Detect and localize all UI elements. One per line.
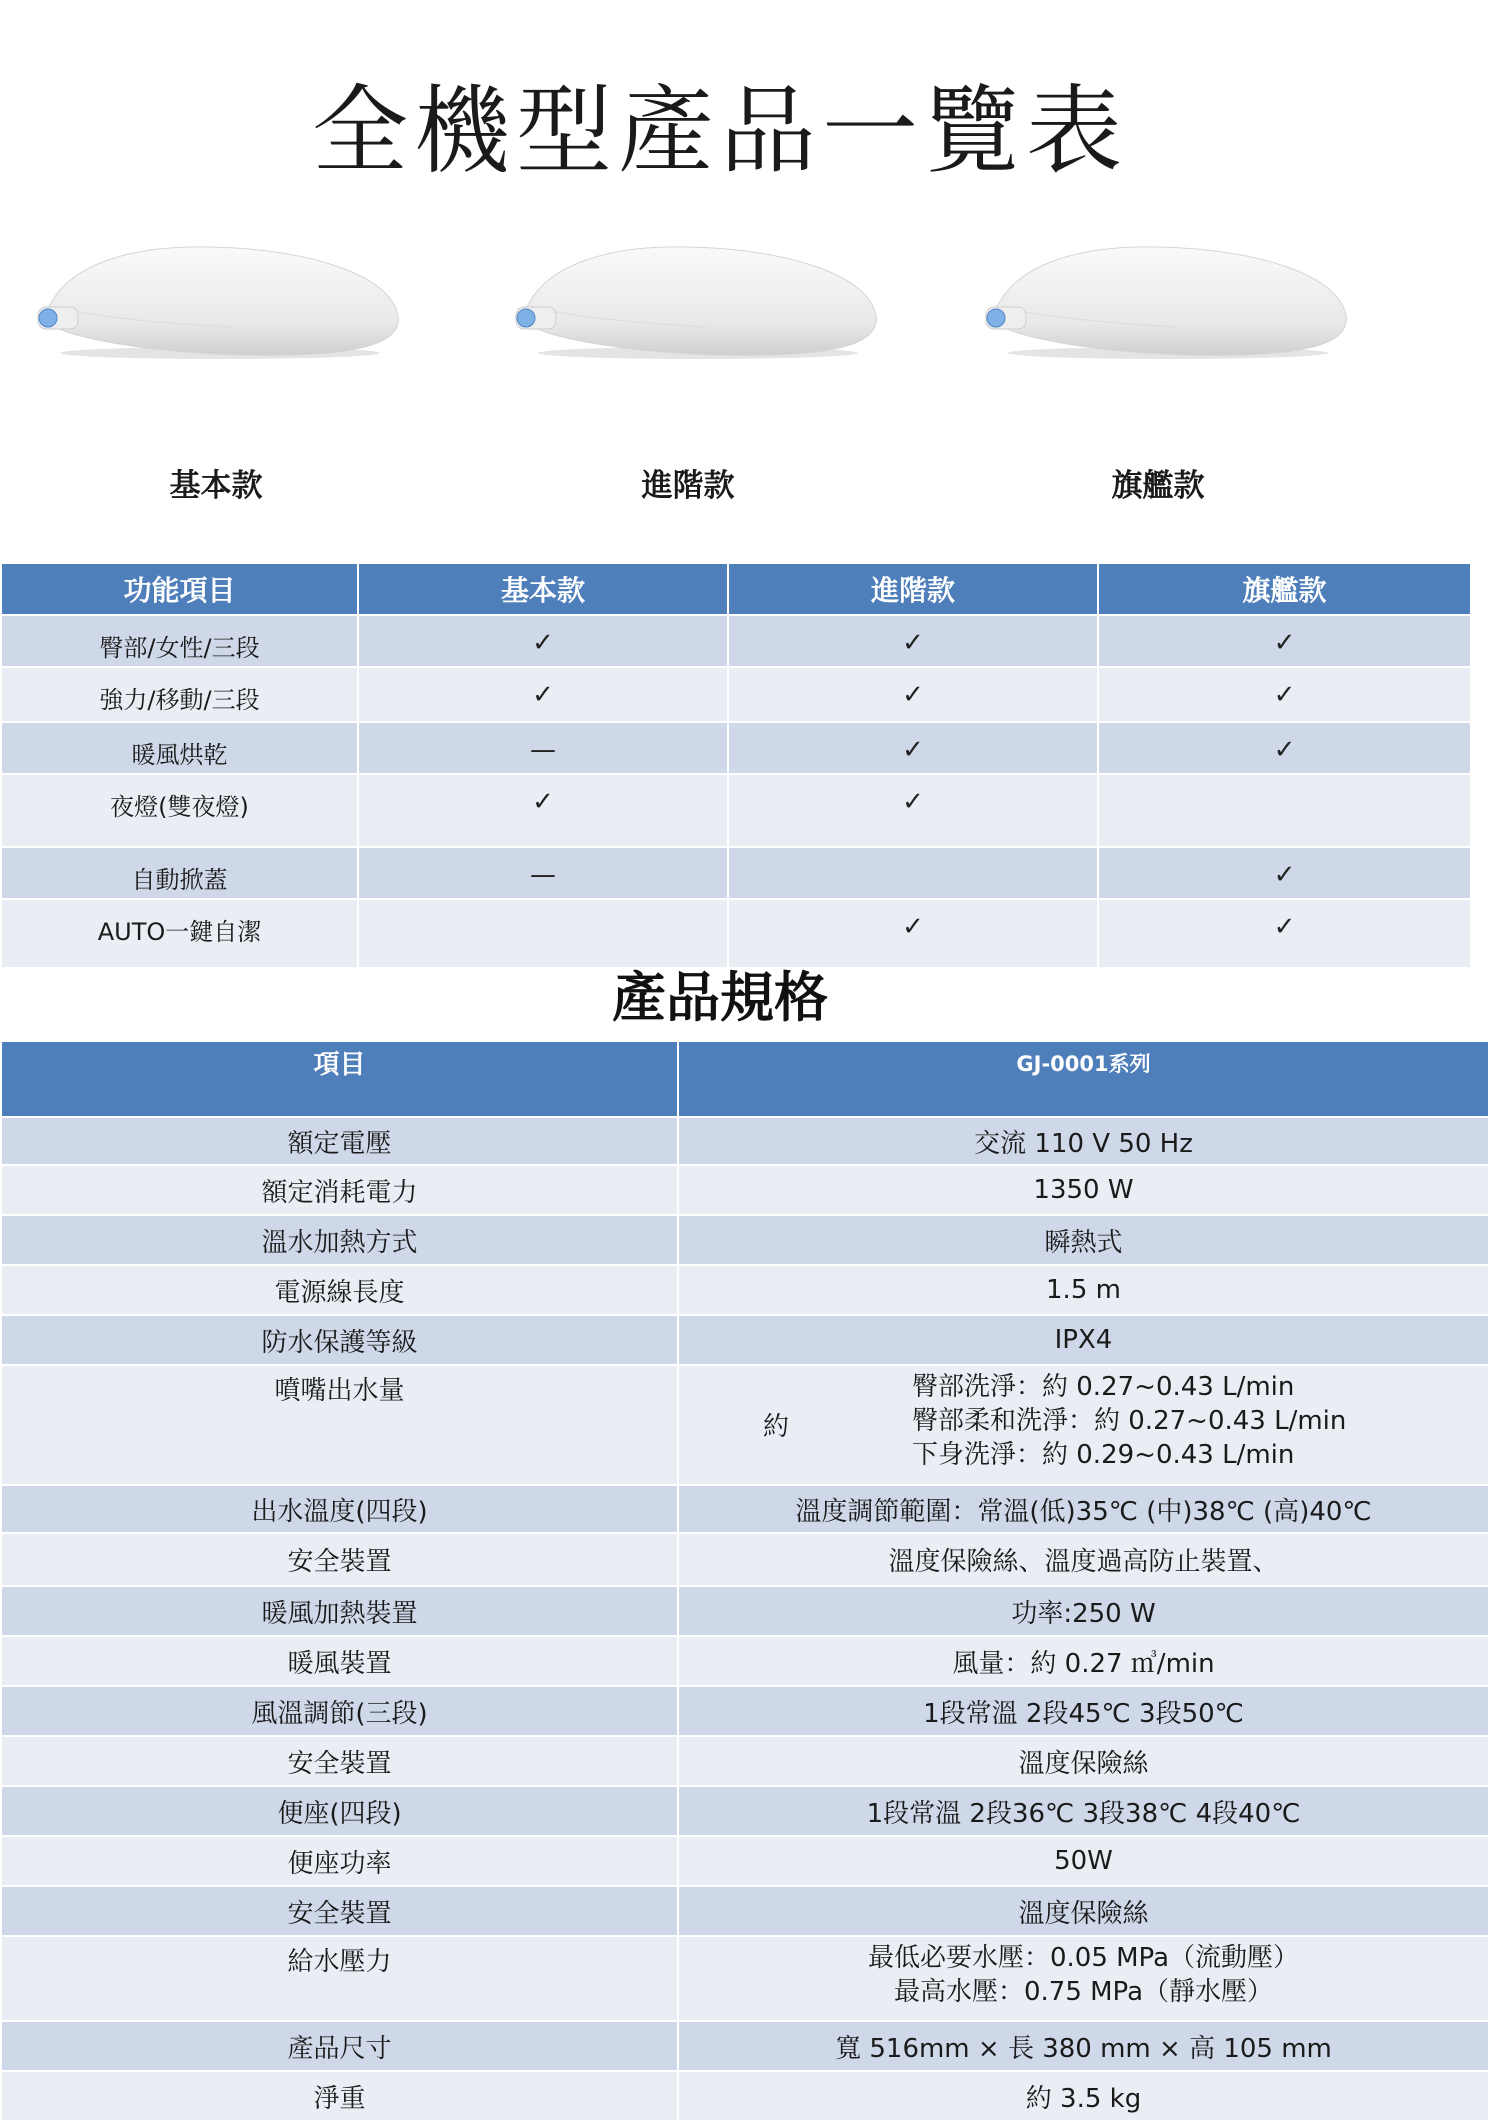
check-mark: ✓ [902, 787, 924, 817]
check-mark: ✓ [902, 735, 924, 765]
check-mark: ✓ [1273, 735, 1296, 765]
table-row [1, 1636, 1489, 1686]
feature-name: 夜燈(雙夜燈) [110, 793, 249, 821]
table-row [1, 1485, 1489, 1533]
spec-item: 額定消耗電力 [1, 1165, 678, 1215]
table-row [1, 2071, 1489, 2121]
header-feature: 功能項目 [1, 563, 358, 615]
table-row [1, 1315, 1489, 1365]
dash-mark: — [530, 860, 556, 890]
spec-item: 便座功率 [1, 1836, 678, 1886]
table-row [1, 722, 1471, 774]
spec-section-title: 產品規格 [612, 966, 828, 1029]
header-flagship: 旗艦款 [1098, 563, 1471, 615]
table-row [1, 1936, 1489, 2021]
table-row [1, 1215, 1489, 1265]
check-mark: ✓ [1273, 628, 1296, 658]
spec-value: 溫度保險絲 [678, 1736, 1489, 1786]
product-name-advanced: 進階款 [641, 468, 735, 504]
feature-name: 臀部/女性/三段 [99, 634, 260, 662]
spec-item: 溫水加熱方式 [1, 1215, 678, 1265]
check-mark: ✓ [1273, 912, 1296, 942]
check-mark: ✓ [902, 628, 924, 658]
table-row [1, 2021, 1489, 2071]
check-mark: ✓ [532, 787, 554, 817]
header-model: GJ-0001系列 [678, 1041, 1489, 1117]
spec-value: 瞬熱式 [678, 1215, 1489, 1265]
table-row [1, 1265, 1489, 1315]
empty-mark [729, 848, 1097, 860]
feature-name: 暖風烘乾 [131, 741, 228, 769]
table-row [1, 1117, 1489, 1165]
spec-value: 交流 110 V 50 Hz [678, 1117, 1489, 1165]
spec-value: 1350 W [678, 1165, 1489, 1215]
product-name-basic: 基本款 [169, 468, 263, 504]
dash-mark: — [530, 735, 556, 765]
table-row [1, 1786, 1489, 1836]
spec-table-header [1, 1041, 1489, 1117]
spec-item: 暖風裝置 [1, 1636, 678, 1686]
table-row [1, 847, 1471, 899]
spec-value: IPX4 [678, 1315, 1489, 1365]
header-item: 項目 [1, 1041, 678, 1117]
spec-item: 便座(四段) [1, 1786, 678, 1836]
product-name-flagship: 旗艦款 [1111, 468, 1205, 504]
spec-item: 安全裝置 [1, 1533, 678, 1586]
spec-item: 出水溫度(四段) [1, 1485, 678, 1533]
spec-value: 50W [678, 1836, 1489, 1886]
table-row [1, 667, 1471, 722]
empty-mark [1099, 775, 1470, 787]
spec-value: 1段常溫 2段36℃ 3段38℃ 4段40℃ [678, 1786, 1489, 1836]
table-row [1, 1886, 1489, 1936]
table-row [1, 1533, 1489, 1586]
spec-value: 溫度保險絲、溫度過高防止裝置、 [678, 1533, 1489, 1586]
spec-value: 1.5 m [678, 1265, 1489, 1315]
empty-mark [359, 900, 727, 912]
spec-item: 防水保護等級 [1, 1315, 678, 1365]
product-image-basic [30, 235, 400, 365]
header-basic: 基本款 [358, 563, 728, 615]
spec-item: 暖風加熱裝置 [1, 1586, 678, 1636]
pressure-line: 最高水壓：0.75 MPa（靜水壓） [893, 1977, 1274, 2007]
table-row [1, 1586, 1489, 1636]
spec-item: 產品尺寸 [1, 2021, 678, 2071]
spec-value: 約 3.5 kg [678, 2071, 1489, 2121]
spec-value: 功率:250 W [678, 1586, 1489, 1636]
flow-line: 臀部洗淨：約 0.27~0.43 L/min [912, 1372, 1295, 1402]
spec-value: 溫度保險絲 [678, 1886, 1489, 1936]
feature-name: AUTO一鍵自潔 [97, 918, 262, 946]
product-image-flagship [978, 235, 1348, 365]
check-mark: ✓ [902, 680, 924, 710]
page-title: 全機型產品一覽表 [312, 75, 1128, 187]
table-row [1, 1736, 1489, 1786]
table-row [1, 615, 1471, 667]
nozzle-flow-values [679, 1366, 1488, 1484]
feature-name: 自動掀蓋 [131, 866, 228, 894]
table-row [1, 1686, 1489, 1736]
check-mark: ✓ [902, 912, 924, 942]
spec-value: 寬 516mm × 長 380 mm × 高 105 mm [678, 2021, 1489, 2071]
check-mark: ✓ [1273, 860, 1296, 890]
toilet-seat-icon [978, 235, 1348, 365]
spec-item: 額定電壓 [1, 1117, 678, 1165]
flow-line: 臀部柔和洗淨：約 0.27~0.43 L/min [912, 1406, 1347, 1436]
spec-value: 溫度調節範圍：常溫(低)35℃ (中)38℃ (高)40℃ [678, 1485, 1489, 1533]
spec-value: 風量：約 0.27 ㎥/min [678, 1636, 1489, 1686]
toilet-seat-icon [508, 235, 878, 365]
approx-prefix: 約 [763, 1412, 790, 1442]
header-advanced: 進階款 [728, 563, 1098, 615]
table-row [1, 1165, 1489, 1215]
spec-item: 電源線長度 [1, 1265, 678, 1315]
pressure-line: 最低必要水壓：0.05 MPa（流動壓） [867, 1943, 1300, 1973]
table-row [1, 1365, 1489, 1485]
feature-comparison-table [0, 562, 1472, 969]
flow-line: 下身洗淨：約 0.29~0.43 L/min [912, 1440, 1295, 1470]
spec-item: 風溫調節(三段) [1, 1686, 678, 1736]
spec-item: 給水壓力 [1, 1936, 678, 2021]
check-mark: ✓ [532, 628, 554, 658]
spec-item: 安全裝置 [1, 1736, 678, 1786]
product-image-advanced [508, 235, 878, 365]
spec-item: 淨重 [1, 2071, 678, 2121]
check-mark: ✓ [532, 680, 554, 710]
feature-name: 強力/移動/三段 [99, 686, 260, 714]
spec-item: 安全裝置 [1, 1886, 678, 1936]
toilet-seat-icon [30, 235, 400, 365]
spec-value: 1段常溫 2段45℃ 3段50℃ [678, 1686, 1489, 1736]
spec-item: 噴嘴出水量 [1, 1365, 678, 1485]
feature-table-header [1, 563, 1471, 615]
spec-table [0, 1040, 1490, 2122]
check-mark: ✓ [1273, 680, 1296, 710]
table-row [1, 1836, 1489, 1886]
table-row [1, 774, 1471, 847]
